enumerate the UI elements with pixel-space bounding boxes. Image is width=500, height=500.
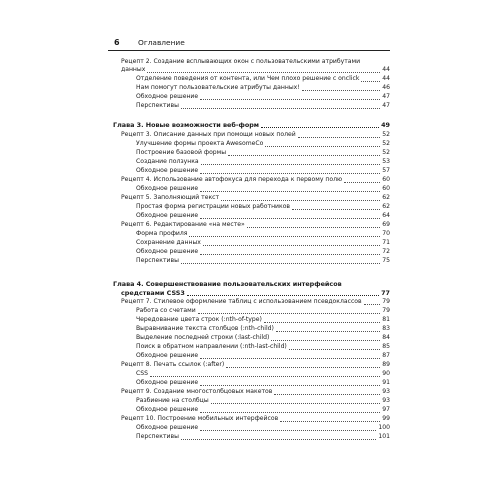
toc-entry xyxy=(113,203,390,212)
leader-dots xyxy=(147,71,380,73)
toc-entry-title: Построение базовой формы xyxy=(136,149,227,156)
toc-entry-title: Обходное решение xyxy=(136,212,199,219)
leader-dots xyxy=(289,348,380,350)
toc-entry xyxy=(113,176,390,185)
toc-entry xyxy=(113,298,390,307)
toc-entry xyxy=(113,397,390,406)
toc-entry-title: Обходное решение xyxy=(136,185,199,192)
toc-entry-title: Чередование цвета строк (:nth-of-type) xyxy=(136,316,262,323)
toc-entry-page: 44 xyxy=(382,75,390,82)
toc-entry-title: Разбиение на столбцы xyxy=(136,397,209,404)
leader-dots xyxy=(200,172,380,174)
toc-entry-page: 89 xyxy=(382,361,390,368)
toc-entry-page: 47 xyxy=(382,93,390,100)
leader-dots xyxy=(274,393,380,395)
toc-entry-title: Сохранение данных xyxy=(136,239,201,246)
toc-entry xyxy=(113,102,390,111)
leader-dots xyxy=(200,253,380,255)
toc-entry xyxy=(113,194,390,203)
leader-dots xyxy=(298,136,381,138)
toc-chapter-line: Глава 4. Совершенствование пользовательских интерфейсов xyxy=(113,280,342,288)
toc-entry-line: Рецепт 2. Создание всплывающих окон с пользовательскими атрибутами xyxy=(121,58,361,65)
toc-entry-title: Улучшение формы проекта AwesomeCo xyxy=(136,140,264,147)
leader-dots xyxy=(261,126,379,128)
toc-entry xyxy=(113,158,390,167)
toc-entry-page: 46 xyxy=(382,84,390,91)
toc-entry-page: 84 xyxy=(382,334,390,341)
toc-entry-page: 52 xyxy=(382,131,390,138)
toc-entry-title: Рецепт 6. Редактирование «на месте» xyxy=(121,221,245,228)
toc-entry xyxy=(113,325,390,334)
toc-entry xyxy=(113,93,390,102)
toc-entry xyxy=(113,75,390,84)
toc-entry-page: 85 xyxy=(382,343,390,350)
toc-entry-page: 62 xyxy=(382,194,390,201)
toc-entry-page: 52 xyxy=(382,149,390,156)
toc-entry-title: Перспективы xyxy=(136,257,179,264)
leader-dots xyxy=(150,375,380,377)
toc-chapter-page: 77 xyxy=(381,289,390,297)
leader-dots xyxy=(200,217,380,219)
toc-chapter-title: средствами CSS3 xyxy=(121,289,185,297)
toc-entry-title: Рецепт 10. Построение мобильных интерфейсов xyxy=(121,415,279,422)
leader-dots xyxy=(302,89,381,91)
toc-entry-page: 81 xyxy=(382,316,390,323)
toc-entry-title: Обходное решение xyxy=(136,406,199,413)
toc-chapter xyxy=(113,289,390,298)
leader-dots xyxy=(276,330,380,332)
toc-entry-title: Обходное решение xyxy=(136,352,199,359)
leader-dots xyxy=(228,154,380,156)
toc-entry-title: Отделение поведения от контента, или Чем плохо решение с onclick xyxy=(136,75,360,82)
leader-dots xyxy=(187,294,379,296)
toc-entry-title: Нам помогут пользовательские атрибуты данных! xyxy=(136,84,300,91)
toc-chapter-page: 49 xyxy=(381,121,390,129)
toc-entry-title: Перспективы xyxy=(136,433,179,440)
toc-entry-page: 70 xyxy=(382,230,390,237)
toc-entry xyxy=(113,334,390,343)
toc-entry xyxy=(113,343,390,352)
toc-entry xyxy=(113,361,390,370)
toc-entry-title: Простая форма регистрации новых работников xyxy=(136,203,291,210)
toc-entry-page: 52 xyxy=(382,140,390,147)
toc-entry xyxy=(113,257,390,266)
leader-dots xyxy=(292,208,380,210)
toc-entry-title: Рецепт 5. Заполняющий текст xyxy=(121,194,220,201)
toc-entry-page: 62 xyxy=(382,203,390,210)
toc-entry xyxy=(113,140,390,149)
toc-entry-page: 64 xyxy=(382,212,390,219)
toc-entry xyxy=(113,379,390,388)
leader-dots xyxy=(200,357,380,359)
toc-entry xyxy=(113,167,390,176)
leader-dots xyxy=(189,235,380,237)
toc-entry xyxy=(113,212,390,221)
leader-dots xyxy=(181,262,380,264)
leader-dots xyxy=(200,98,380,100)
toc-entry xyxy=(113,388,390,397)
toc-entry-page: 47 xyxy=(382,102,390,109)
leader-dots xyxy=(181,438,376,440)
leader-dots xyxy=(201,163,381,165)
toc-entry-title: Рецепт 9. Создание многостолбцовых макетов xyxy=(121,388,273,395)
toc-entry xyxy=(113,185,390,194)
leader-dots xyxy=(247,226,380,228)
toc-entry-page: 60 xyxy=(382,176,390,183)
leader-dots xyxy=(198,312,381,314)
leader-dots xyxy=(280,420,380,422)
toc-entry-page: 60 xyxy=(382,185,390,192)
toc-entry-page: 79 xyxy=(382,298,390,305)
toc-entry-page: 44 xyxy=(382,66,390,73)
toc-entry-page: 100 xyxy=(378,424,390,431)
toc-entry-title: Работа со счетами xyxy=(136,307,196,314)
leader-dots xyxy=(344,181,380,183)
leader-dots xyxy=(271,339,380,341)
toc-entry-page: 57 xyxy=(382,167,390,174)
leader-dots xyxy=(200,384,380,386)
toc-entry-title: Рецепт 3. Описание данных при помощи новых полей xyxy=(121,131,296,138)
toc-entry xyxy=(113,424,390,433)
toc-chapter-title: Глава 3. Новые возможности веб-форм xyxy=(113,121,260,129)
leader-dots xyxy=(265,145,380,147)
toc-entry xyxy=(113,415,390,424)
leader-dots xyxy=(221,199,380,201)
toc-entry-title: Поиск в обратном направлении (:nth-last-child) xyxy=(136,343,287,350)
leader-dots xyxy=(264,321,380,323)
toc-entry-page: 79 xyxy=(382,307,390,314)
toc-entry xyxy=(113,149,390,158)
toc-entry-page: 75 xyxy=(382,257,390,264)
toc-entry-page: 71 xyxy=(382,239,390,246)
toc-entry xyxy=(113,239,390,248)
toc-entry-title: CSS xyxy=(136,370,148,377)
leader-dots xyxy=(226,366,380,368)
toc-entry-page: 93 xyxy=(382,397,390,404)
toc-entry-page: 99 xyxy=(382,415,390,422)
toc-entry xyxy=(113,84,390,93)
toc-entry-title: Обходное решение xyxy=(136,93,199,100)
toc-entry-title: Выделение последней строки (:last-child) xyxy=(136,334,270,341)
leader-dots xyxy=(200,411,380,413)
toc-entry-page: 53 xyxy=(382,158,390,165)
page-number: 6 xyxy=(114,38,120,47)
toc-entry-page: 83 xyxy=(382,325,390,332)
toc-entry-title: Форма профиля xyxy=(136,230,188,237)
running-title: Оглавление xyxy=(138,38,185,47)
toc-entry-title: Перспективы xyxy=(136,102,179,109)
toc-entry-title: Рецепт 8. Печать ссылок (:after) xyxy=(121,361,225,368)
toc-entry xyxy=(113,406,390,415)
toc-entry xyxy=(113,230,390,239)
toc-entry-title: Обходное решение xyxy=(136,379,199,386)
toc-entry-page: 93 xyxy=(382,388,390,395)
toc-entry-page: 69 xyxy=(382,221,390,228)
toc-entry-page: 87 xyxy=(382,352,390,359)
toc-entry xyxy=(113,307,390,316)
toc-entry-page: 101 xyxy=(378,433,390,440)
toc-entry-page: 90 xyxy=(382,370,390,377)
toc-entry xyxy=(113,221,390,230)
leader-dots xyxy=(203,244,380,246)
leader-dots xyxy=(211,402,381,404)
toc-entry-title: Обходное решение xyxy=(136,167,199,174)
toc-entry xyxy=(113,131,390,140)
toc-entry xyxy=(113,248,390,257)
toc-entry xyxy=(113,352,390,361)
toc-chapter xyxy=(113,121,390,130)
toc-entry-title: Выравнивание текста столбцов (:nth-child) xyxy=(136,325,274,332)
toc-entry-title: Обходное решение xyxy=(136,424,199,431)
toc-entry xyxy=(113,433,390,442)
toc-entry-page: 72 xyxy=(382,248,390,255)
toc-entry xyxy=(113,316,390,325)
toc-entry xyxy=(113,370,390,379)
leader-dots xyxy=(364,303,381,305)
toc-entry-title: Рецепт 7. Стилевое оформление таблиц с использованием псевдоклассов xyxy=(121,298,362,305)
toc-entry-title: Создание ползунка xyxy=(136,158,199,165)
leader-dots xyxy=(200,190,380,192)
toc-entry xyxy=(113,66,390,75)
leader-dots xyxy=(200,429,376,431)
leader-dots xyxy=(361,80,380,82)
toc-entry-page: 91 xyxy=(382,379,390,386)
page-header xyxy=(108,36,390,51)
toc-entry-title: данных xyxy=(121,66,146,73)
toc-entry-page: 97 xyxy=(382,406,390,413)
leader-dots xyxy=(181,107,380,109)
toc-entry-title: Рецепт 4. Использование автофокуса для перехода к первому полю xyxy=(121,176,343,183)
toc-entry-title: Обходное решение xyxy=(136,248,199,255)
